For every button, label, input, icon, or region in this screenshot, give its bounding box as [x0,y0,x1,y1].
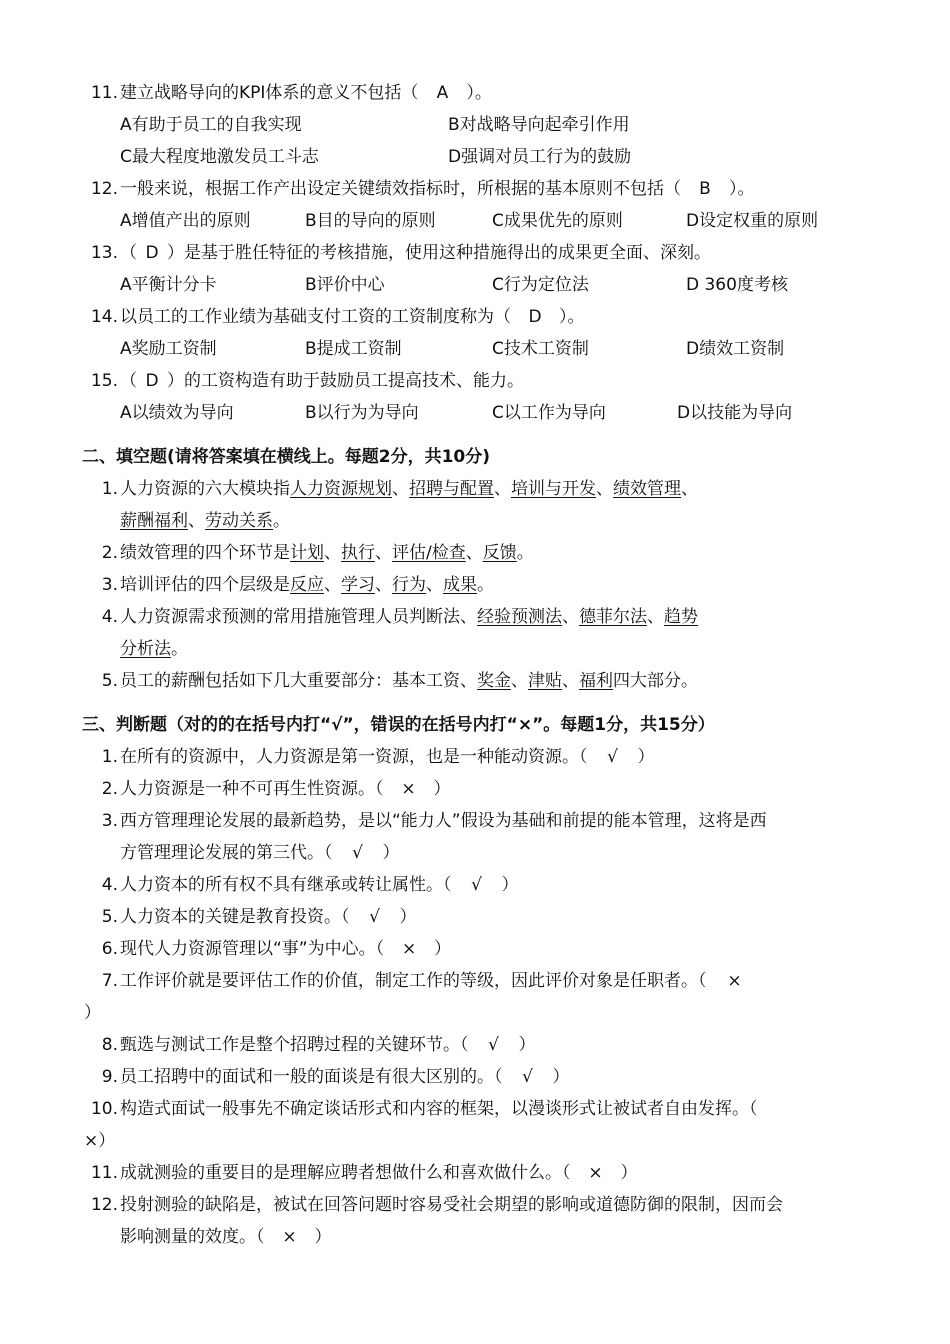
question-number: 13. [90,243,118,263]
question-number: 6. [101,939,118,959]
option-c: C以工作为导向 [492,403,606,423]
tf-question-10-cont [0,1125,950,1157]
fill-question-1 [0,473,950,505]
blank-answer: 绩效管理 [613,479,681,499]
option-a: A增值产出的原则 [120,211,251,231]
option-a: A有助于员工的自我实现 [120,115,302,135]
question-text: 甄选与测试工作是整个招聘过程的关键环节。（ √ ） [120,1029,536,1061]
option-d: D设定权重的原则 [686,211,819,231]
question-text: 培训评估的四个层级是反应、学习、行为、成果。 [120,575,494,595]
blank-answer: 薪酬福利 [120,511,188,531]
tf-question-11 [0,1157,950,1189]
question-text: 分析法。 [120,639,188,659]
question-text: 人力资源的六大模块指人力资源规划、招聘与配置、培训与开发、绩效管理、 [120,479,698,499]
option-a: A奖励工资制 [120,339,217,359]
mc-question-15 [0,365,950,397]
judgment-mark: √ [352,843,363,863]
question-text: 影响测量的效度。（ × ） [120,1221,332,1253]
tf-question-1 [0,741,950,773]
answer: B [699,179,711,199]
blank-answer: 培训与开发 [511,479,596,499]
question-text: 绩效管理的四个环节是计划、执行、评估/检查、反馈。 [120,543,534,563]
question-number: 8. [101,1035,118,1055]
question-number: 1. [101,747,118,767]
question-text: 在所有的资源中，人力资源是第一资源，也是一种能动资源。（ √ ） [120,741,655,773]
question-text: 方管理理论发展的第三代。（ √ ） [120,837,400,869]
tf-question-7-cont [0,997,950,1029]
question-number: 4. [101,607,118,627]
tf-question-9 [0,1061,950,1093]
question-text: 建立战略导向的KPI体系的意义不包括（ A ）。 [120,77,492,109]
fill-question-1-cont [0,505,950,537]
judgment-mark: × [402,939,417,959]
blank-answer: 趋势 [664,607,698,627]
question-number: 10. [90,1099,118,1119]
option-c: C成果优先的原则 [492,211,623,231]
question-number: 11. [90,1163,118,1183]
option-b: B评价中心 [305,275,385,295]
question-text: 员工招聘中的面试和一般的面谈是有很大区别的。（ √ ） [120,1061,570,1093]
question-text: 薪酬福利、劳动关系。 [120,511,290,531]
question-text: 以员工的工作业绩为基础支付工资的工资制度称为（ D ）。 [120,301,585,333]
tf-question-10 [0,1093,950,1125]
question-text: 现代人力资源管理以“事”为中心。（ × ） [120,933,451,965]
option-d: D 360度考核 [686,275,788,295]
blank-answer: 德菲尔法 [579,607,647,627]
answer: A [436,83,449,103]
question-text: 构造式面试一般事先不确定谈话形式和内容的框架，以漫谈形式让被试者自由发挥。（ [120,1099,758,1119]
blank-answer: 福利 [579,671,613,691]
blank-answer: 分析法 [120,639,171,659]
blank-answer: 奖金 [477,671,511,691]
mc-options-row [0,397,950,429]
blank-answer: 计划 [290,543,324,563]
blank-answer: 执行 [341,543,375,563]
question-text: ×） [84,1131,116,1151]
tf-question-8 [0,1029,950,1061]
question-number: 3. [101,575,118,595]
option-d: D以技能为导向 [677,403,793,423]
judgment-mark: √ [488,1035,499,1055]
answer: D [528,307,542,327]
question-text: 西方管理理论发展的最新趋势，是以“能力人”假设为基础和前提的能本管理，这将是西 [120,811,767,831]
fill-question-2 [0,537,950,569]
answer: D [145,371,159,391]
mc-question-14 [0,301,950,333]
question-text: 员工的薪酬包括如下几大重要部分：基本工资、奖金、津贴、福利四大部分。 [120,671,698,691]
option-d: D强调对员工行为的鼓励 [448,147,632,167]
tf-question-2 [0,773,950,805]
option-b: B对战略导向起牵引作用 [448,115,630,135]
question-number: 3. [101,811,118,831]
judgment-mark: √ [369,907,380,927]
blank-answer: 津贴 [528,671,562,691]
question-text: 一般来说，根据工作产出设定关键绩效指标时，所根据的基本原则不包括（ B ）。 [120,173,755,205]
option-c: C最大程度地激发员工斗志 [120,147,319,167]
fill-question-3 [0,569,950,601]
question-number: 2. [101,543,118,563]
question-text: 工作评价就是要评估工作的价值，制定工作的等级，因此评价对象是任职者。（ × [120,965,763,997]
question-number: 2. [101,779,118,799]
tf-question-5 [0,901,950,933]
blank-answer: 人力资源规划 [290,479,392,499]
question-number: 12. [90,1195,118,1215]
question-number: 7. [101,971,118,991]
judgment-mark: × [727,971,742,991]
option-c: C行为定位法 [492,275,589,295]
mc-options-row [0,109,950,141]
blank-answer: 反应 [290,575,324,595]
mc-question-11 [0,77,950,109]
question-number: 14. [90,307,118,327]
mc-options-row [0,141,950,173]
blank-answer: 经验预测法 [477,607,562,627]
tf-question-4 [0,869,950,901]
fill-question-5 [0,665,950,697]
blank-answer: 学习 [341,575,375,595]
question-text: 成就测验的重要目的是理解应聘者想做什么和喜欢做什么。（ × ） [120,1157,638,1189]
question-text: （ D ）是基于胜任特征的考核措施，使用这种措施得出的成果更全面、深刻。 [120,237,711,269]
question-number: 12. [90,179,118,199]
question-number: 1. [101,479,118,499]
question-number: 9. [101,1067,118,1087]
question-number: 5. [101,671,118,691]
mc-question-13 [0,237,950,269]
option-c: C技术工资制 [492,339,589,359]
tf-question-7 [0,965,950,997]
tf-question-12-cont [0,1221,950,1253]
option-b: B以行为为导向 [305,403,419,423]
question-number: 5. [101,907,118,927]
option-a: A以绩效为导向 [120,403,234,423]
judgment-mark: √ [522,1067,533,1087]
mc-options-row [0,333,950,365]
section-title-fill-in: 二、填空题(请将答案填在横线上。每题2分，共10分) [82,447,491,467]
mc-options-row [0,205,950,237]
judgment-mark: √ [607,747,618,767]
judgment-mark: √ [471,875,482,895]
blank-answer: 成果 [443,575,477,595]
blank-answer: 行为 [392,575,426,595]
answer: D [145,243,159,263]
option-b: B目的导向的原则 [305,211,436,231]
judgment-mark: × [84,1131,99,1151]
tf-question-6 [0,933,950,965]
mc-options-row [0,269,950,301]
fill-question-4 [0,601,950,633]
blank-answer: 招聘与配置 [409,479,494,499]
question-text: 人力资本的所有权不具有继承或转让属性。（ √ ） [120,869,519,901]
question-number: 15. [90,371,118,391]
tf-question-3-cont [0,837,950,869]
fill-question-4-cont [0,633,950,665]
question-text: 人力资源需求预测的常用措施管理人员判断法、经验预测法、德菲尔法、趋势 [120,607,698,627]
option-b: B提成工资制 [305,339,402,359]
tf-question-12 [0,1189,950,1221]
option-a: A平衡计分卡 [120,275,217,295]
mc-question-12 [0,173,950,205]
blank-answer: 评估/检查 [392,543,466,563]
blank-answer: 劳动关系 [205,511,273,531]
section-title-true-false: 三、判断题（对的的在括号内打“√”，错误的在括号内打“×”。每题1分，共15分） [82,715,715,735]
closing-paren: ） [84,1003,101,1023]
question-text: 人力资本的关键是教育投资。（ √ ） [120,901,417,933]
question-text: （ D ）的工资构造有助于鼓励员工提高技术、能力。 [120,365,524,397]
question-text: 投射测验的缺陷是，被试在回答问题时容易受社会期望的影响或道德防御的限制，因而会 [120,1195,783,1215]
option-d: D绩效工资制 [686,339,785,359]
judgment-mark: × [588,1163,603,1183]
judgment-mark: × [401,779,416,799]
question-number: 11. [90,83,118,103]
tf-question-3 [0,805,950,837]
blank-answer: 反馈 [482,543,517,563]
question-text: 人力资源是一种不可再生性资源。（ × ） [120,773,451,805]
judgment-mark: × [282,1227,297,1247]
question-number: 4. [101,875,118,895]
